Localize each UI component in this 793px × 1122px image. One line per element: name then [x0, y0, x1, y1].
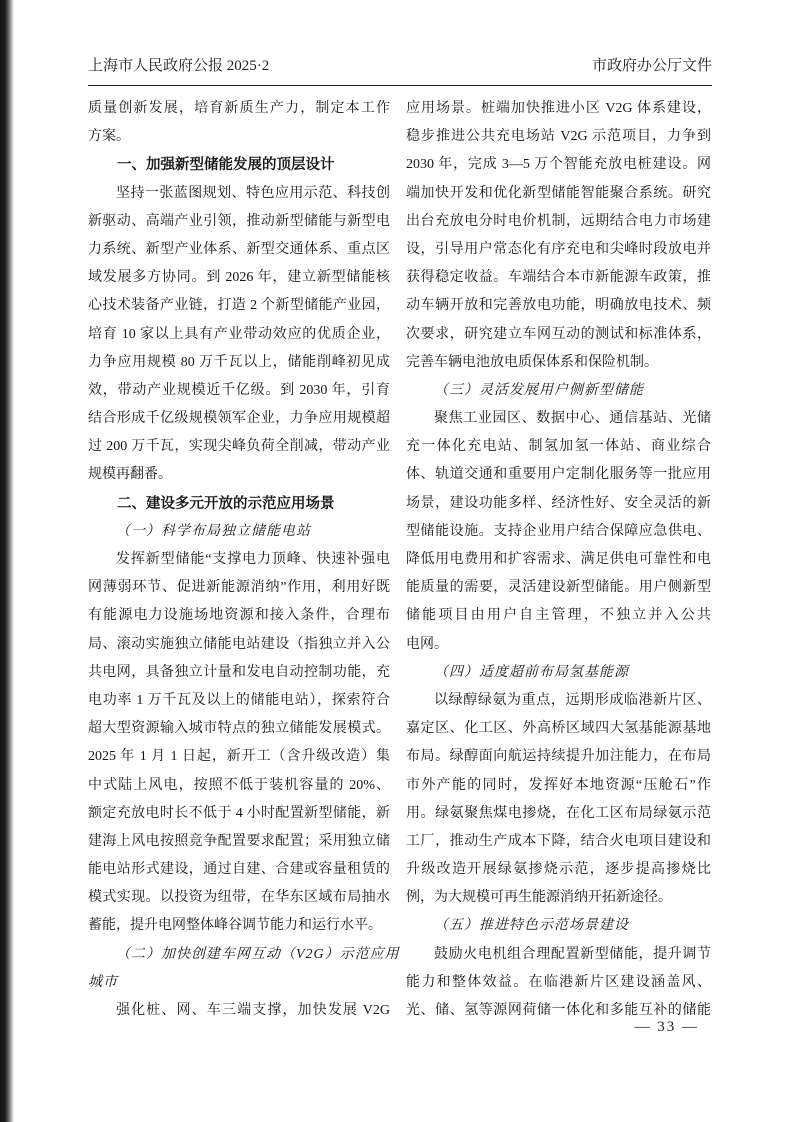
body-text-line: 额定充放电时长不低于 4 小时配置新型储能，新	[88, 805, 390, 821]
body-text-line: 2030 年，完成 3—5 万个智能充放电桩建设。网	[406, 157, 711, 173]
body-text-line: 次要求，研究建立车网互动的测试和标准体系，	[406, 326, 711, 342]
gazette-title: 上海市人民政府公报 2025·2	[88, 58, 270, 74]
body-text-line: 设，引导用户常态化有序充电和尖峰时段放电并	[406, 241, 711, 257]
body-text-line: 鼓励火电机组合理配置新型储能，提升调节	[434, 946, 711, 962]
body-text-line: 端加快开发和优化新型储能智能聚合系统。研究	[406, 185, 711, 201]
text-column-right	[406, 95, 711, 1025]
body-text-line: 结合形成千亿级规模领军企业，力争应用规模超	[88, 411, 390, 427]
body-text-line: 中式陆上风电，按照不低于装机容量的 20%、	[88, 777, 390, 793]
body-text-line: 以绿醇绿氨为重点，远期形成临港新片区、	[434, 692, 711, 708]
body-text-line: 2025 年 1 月 1 日起，新开工（含升级改造）集	[88, 749, 390, 765]
body-text-line: 例，为大规模可再生能源消纳开拓新途径。	[406, 890, 672, 906]
body-text-line: 新驱动、高端产业引领，推动新型储能与新型电	[88, 213, 390, 229]
body-text-line: 心技术装备产业链，打造 2 个新型储能产业园，	[88, 298, 390, 314]
body-text-line: 发挥新型储能“支撑电力顶峰、快速补强电	[116, 552, 390, 567]
body-text-line: 力系统、新型产业体系、新型交通体系、重点区	[88, 241, 390, 257]
body-text-line: 共电网，具备独立计量和发电自动控制功能，充	[88, 664, 390, 680]
subsection-heading: （二）加快创建车网互动（V2G）示范应用	[116, 946, 400, 962]
text-column-left	[88, 95, 400, 1025]
section-heading: 一、加强新型储能发展的顶层设计	[117, 157, 335, 174]
body-text-line: 嘉定区、化工区、外高桥区域四大氢基能源基地	[406, 721, 711, 737]
document-category: 市政府办公厅文件	[591, 58, 712, 74]
body-text-line: 场景，建设功能多样、经济性好、安全灵活的新	[406, 495, 711, 511]
subsection-heading: 城市	[88, 974, 118, 990]
body-text-line: 培育 10 家以上具有产业带动效应的优质企业，	[88, 326, 390, 342]
body-text-line: 蓄能，提升电网整体峰谷调节能力和运行水平。	[88, 918, 382, 934]
body-text-line: 获得稳定收益。车端结合本市新能源车政策，推	[406, 270, 711, 286]
body-text-line: 模式实现。以投资为纽带，在华东区域布局抽水	[88, 890, 390, 906]
body-text-line: 力争应用规模 80 万千瓦以上，储能削峰初见成	[88, 354, 390, 370]
body-text-line: 电功率 1 万千瓦及以上的储能电站），探索符合	[88, 692, 390, 708]
body-text-line: 能力和整体效益。在临港新片区建设涵盖风、	[406, 974, 711, 990]
body-text-line: 工厂，推动生产成本下降，结合火电项目建设和	[406, 833, 711, 849]
body-text-line: 质量创新发展，培育新质生产力，制定本工作	[88, 101, 390, 116]
body-text-line: 方案。	[88, 129, 130, 145]
body-text-line: 电网。	[406, 636, 448, 652]
body-text-line: 充一体化充电站、制氢加氢一体站、商业综合	[406, 439, 711, 455]
page-header	[88, 56, 712, 76]
body-text-line: 降低用电费用和扩容需求、满足供电可靠性和电	[406, 552, 711, 567]
body-text-line: 布局。绿醇面向航运持续提升加注能力，在布局	[406, 749, 711, 765]
body-text-line: 稳步推进公共充电场站 V2G 示范项目，力争到	[406, 129, 711, 145]
page-number: — 33 —	[634, 1019, 699, 1035]
subsection-heading: （五）推进特色示范场景建设	[434, 918, 629, 934]
body-text-line: 规模再翻番。	[88, 467, 172, 483]
body-text-line: 光、储、氢等源网荷储一体化和多能互补的储能	[406, 1003, 711, 1018]
body-text-line: 用。绿氨聚焦煤电掺烧，在化工区布局绿氨示范	[406, 805, 711, 821]
body-text-line: 过 200 万千瓦，实现尖峰负荷全削减，带动产业	[88, 439, 390, 455]
body-text-line: 建海上风电按照竞争配置要求配置；采用独立储	[88, 833, 390, 849]
body-text-line: 体、轨道交通和重要用户定制化服务等一批应用	[406, 467, 711, 483]
subsection-heading: （三）灵活发展用户侧新型储能	[434, 382, 644, 398]
body-text-line: 完善车辆电池放电质保体系和保险机制。	[406, 354, 658, 370]
body-text-line: 聚焦工业园区、数据中心、通信基站、光储	[434, 411, 711, 427]
body-text-line: 型储能设施。支持企业用户结合保障应急供电、	[406, 523, 711, 539]
body-text-line: 坚持一张蓝图规划、特色应用示范、科技创	[116, 185, 390, 201]
subsection-heading: （四）适度超前布局氢基能源	[434, 664, 629, 680]
body-text-line: 动车辆开放和完善放电功能，明确放电技术、频	[406, 298, 711, 314]
body-text-line: 强化桩、网、车三端支撑，加快发展 V2G	[116, 1003, 390, 1018]
body-text-line: 能电站形式建设，通过自建、合建或容量租赁的	[88, 862, 390, 878]
body-text-line: 应用场景。桩端加快推进小区 V2G 体系建设，	[406, 101, 711, 116]
body-text-line: 网薄弱环节、促进新能源消纳”作用，利用好既	[88, 580, 390, 596]
subsection-heading: （一）科学布局独立储能电站	[116, 523, 311, 539]
body-text-line: 局、滚动实施独立储能电站建设（指独立并入公	[88, 636, 390, 652]
body-text-line: 超大型资源输入城市特点的独立储能发展模式。	[88, 721, 390, 737]
section-heading: 二、建设多元开放的示范应用场景	[117, 495, 335, 512]
scan-artifact-left-edge	[0, 0, 14, 1122]
header-divider	[88, 85, 712, 86]
body-text-line: 出台充放电分时电价机制，远期结合电力市场建	[406, 213, 711, 229]
body-text-line: 有能源电力设施场地资源和接入条件，合理布	[88, 608, 390, 624]
body-text-line: 效，带动产业规模近千亿级。到 2030 年，引育	[88, 382, 390, 398]
body-text-line: 域发展多方协同。到 2026 年，建立新型储能核	[88, 270, 390, 286]
body-text-line: 市外产能的同时，发挥好本地资源“压舱石”作	[406, 777, 711, 793]
body-text-line: 能质量的需要，灵活建设新型储能。用户侧新型	[406, 580, 711, 596]
body-text-line: 储能项目由用户自主管理，不独立并入公共	[406, 608, 711, 624]
body-text-line: 升级改造开展绿氨掺烧示范，逐步提高掺烧比	[406, 862, 711, 878]
